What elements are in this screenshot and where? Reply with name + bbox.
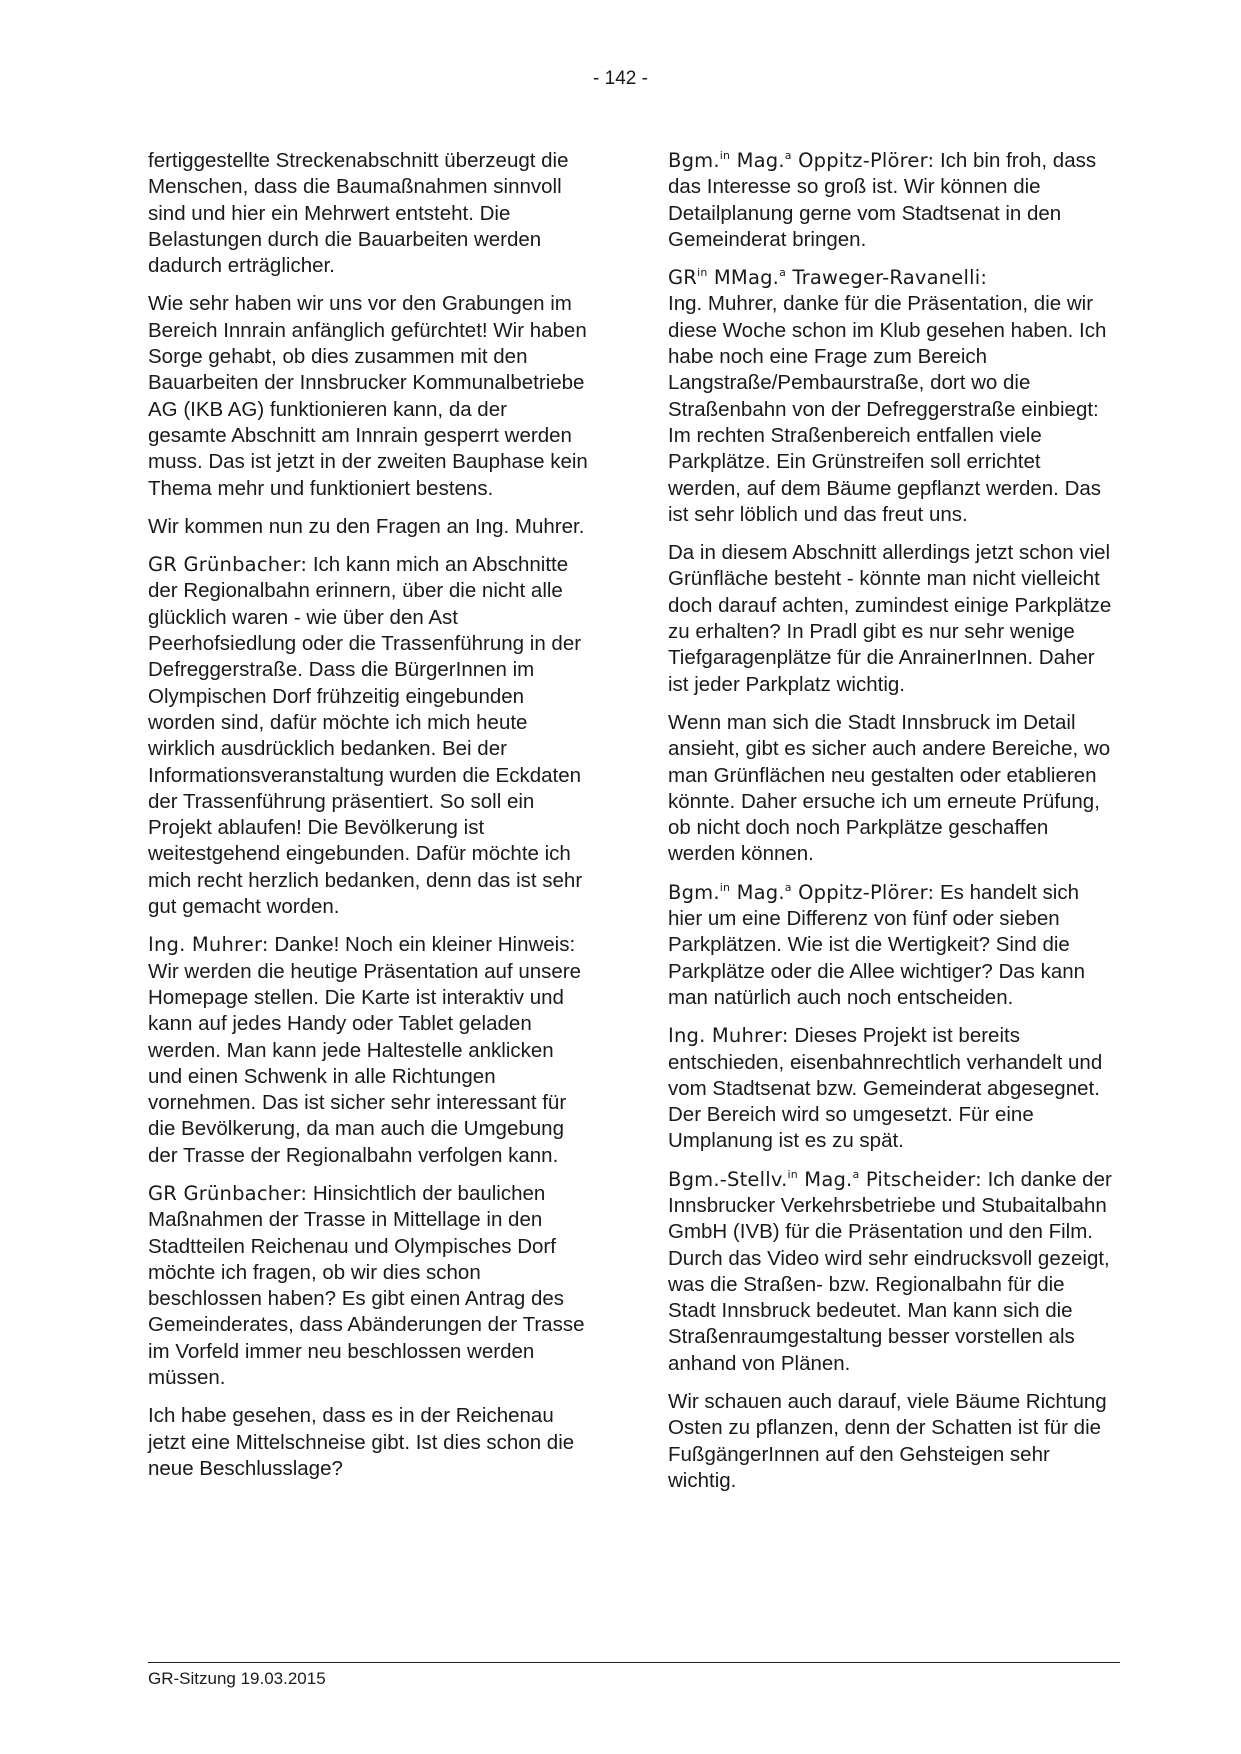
footer-divider bbox=[148, 1662, 1120, 1663]
paragraph bbox=[668, 880, 1118, 1011]
paragraph bbox=[668, 540, 1118, 698]
paragraph bbox=[668, 265, 1118, 528]
paragraph bbox=[148, 291, 588, 501]
paragraph bbox=[668, 710, 1118, 868]
page-number: - 142 - bbox=[593, 68, 648, 89]
paragraph bbox=[148, 514, 588, 540]
right-column bbox=[668, 148, 1118, 1506]
paragraph bbox=[148, 552, 588, 920]
paragraph-text: Dieses Projekt ist bereits entschieden, eisenbahnrechtlich verhandelt und vom Stadtsenat bzw. Gemeinderat abgesegnet. Der Bereich wird so umgesetzt. Für eine Umplanung ist es zu spät. bbox=[668, 1024, 1103, 1153]
paragraph-text: Da in diesem Abschnitt allerdings jetzt schon viel Grünfläche besteht - könnte man nicht vielleicht doch darauf achten, zumindest einige Parkplätze zu erhalten? In Pradl gibt es nur sehr wenige Tiefgaragenplätze für die AnrainerInnen. Daher ist jeder Parkplatz wichtig. bbox=[668, 541, 1112, 696]
speaker-name: Ing. Muhrer: bbox=[148, 933, 269, 957]
footer-session-label: GR-Sitzung 19.03.2015 bbox=[148, 1669, 326, 1688]
paragraph-text: Wie sehr haben wir uns vor den Grabungen im Bereich Innrain anfänglich gefürchtet! Wir haben Sorge gehabt, ob dies zusammen mit den Bauarbeiten der Innsbrucker Kommunalbetriebe AG (IKB AG) funktionieren kann, da der gesamte Abschnitt am Innrain gesperrt werden muss. Das ist jetzt in der zweiten Bauphase kein Thema mehr und funktioniert bestens. bbox=[148, 292, 588, 500]
paragraph bbox=[668, 148, 1118, 253]
paragraph-text: Ing. Muhrer, danke für die Präsentation, die wir diese Woche schon im Klub gesehen haben. Ich habe noch eine Frage zum Bereich Langstraße/Pembaurstraße, dort wo die Straßenbahn von der Defreggerstraße einbiegt: Im rechten Straßenbereich entfallen viele Parkplätze. Ein Grünstreifen soll errichtet werden, auf dem Bäume gepflanzt werden. Das ist sehr löblich und das freut uns. bbox=[668, 292, 1107, 526]
speaker-name: Ing. Muhrer: bbox=[668, 1024, 789, 1048]
paragraph-text: Wir kommen nun zu den Fragen an Ing. Muhrer. bbox=[148, 514, 585, 538]
paragraph bbox=[148, 932, 588, 1169]
speaker-name: $GR^{in}$ MMag.$^a$ Traweger-Ravanelli: bbox=[668, 266, 988, 290]
paragraph-text: Danke! Noch ein kleiner Hinweis: Wir werden die heutige Präsentation auf unsere Homepage stellen. Die Karte ist interaktiv und kann auf jedes Handy oder Tablet geladen werden. Man kann jede Haltestelle anklicken und einen Schwenk in alle Richtungen vornehmen. Das ist sicher sehr interessant für die Bevölkerung, da man auch die Umgebung der Trasse der Regionalbahn verfolgen kann. bbox=[148, 933, 582, 1167]
paragraph bbox=[148, 148, 588, 279]
paragraph-text: fertiggestellte Streckenabschnitt überzeugt die Menschen, dass die Baumaßnahmen sinnvoll sind und hier ein Mehrwert entsteht. Die Belastungen durch die Bauarbeiten werden dadurch erträglicher. bbox=[148, 149, 569, 278]
paragraph bbox=[148, 1181, 588, 1391]
speaker-name: GR Grünbacher: bbox=[148, 1181, 308, 1205]
paragraph bbox=[668, 1389, 1118, 1494]
paragraph-text: Es handelt sich hier um eine Differenz von fünf oder sieben Parkplätzen. Wie ist die Wertigkeit? Sind die Parkplätze oder die Allee wichtiger? Das kann man natürlich auch noch entscheiden. bbox=[668, 880, 1086, 1009]
paragraph-text: Ich habe gesehen, dass es in der Reichenau jetzt eine Mittelschneise gibt. Ist dies schon die neue Beschlusslage? bbox=[148, 1404, 575, 1480]
speaker-name: Bgm.$^{in}$ Mag.$^a$ Oppitz-Plörer: bbox=[668, 880, 935, 904]
speaker-name: Bgm.$^{in}$ Mag.$^a$ Oppitz-Plörer: bbox=[668, 149, 935, 172]
paragraph bbox=[668, 1023, 1118, 1154]
paragraph bbox=[668, 1167, 1118, 1377]
speaker-name: Bgm.-Stellv.$^{in}$ Mag.$^a$ Pitscheider: bbox=[668, 1167, 982, 1191]
speaker-name: GR Grünbacher: bbox=[148, 553, 308, 577]
paragraph-text: Wenn man sich die Stadt Innsbruck im Detail ansieht, gibt es sicher auch andere Bereiche, wo man Grünflächen neu gestalten oder etablieren könnte. Daher ersuche ich um erneute Prüfung, ob nicht doch noch Parkplätze geschaffen werden können. bbox=[668, 710, 1111, 866]
paragraph bbox=[148, 1403, 588, 1482]
paragraph-text: Ich kann mich an Abschnitte der Regionalbahn erinnern, über die nicht alle glücklich waren - wie über den Ast Peerhofsiedlung oder die Trassenführung in der Defreggerstraße. Dass die BürgerInnen im Olympischen Dorf frühzeitig eingebunden worden sind, dafür möchte ich mich heute wirklich ausdrücklich bedanken. Bei der Informationsveranstaltung wurden die Eckdaten der Trassenführung präsentiert. So soll ein Projekt ablaufen! Die Bevölkerung ist weitestgehend eingebunden. Dafür möchte ich mich recht herzlich bedanken, denn das ist sehr gut gemacht worden. bbox=[148, 553, 583, 919]
paragraph-text: Ich danke der Innsbrucker Verkehrsbetriebe und Stubaitalbahn GmbH (IVB) für die Präsentation und den Film. Durch das Video wird sehr eindrucksvoll gezeigt, was die Straßen- bzw. Regionalbahn für die Stadt Innsbruck bedeutet. Man kann sich die Straßenraumgestaltung besser vorstellen als anhand von Plänen. bbox=[668, 1167, 1112, 1375]
paragraph-text: Ich bin froh, dass das Interesse so groß ist. Wir können die Detailplanung gerne vom Stadtsenat in den Gemeinderat bringen. bbox=[668, 149, 1097, 251]
paragraph-text: Wir schauen auch darauf, viele Bäume Richtung Osten zu pflanzen, denn der Schatten ist für die FußgängerInnen auf den Gehsteigen sehr wichtig. bbox=[668, 1390, 1107, 1492]
left-column bbox=[148, 148, 588, 1494]
paragraph-text: Hinsichtlich der baulichen Maßnahmen der Trasse in Mittellage in den Stadtteilen Reichenau und Olympisches Dorf möchte ich fragen, ob wir dies schon beschlossen haben? Es gibt einen Antrag des Gemeinderates, dass Abänderungen der Trasse im Vorfeld immer neu beschlossen werden müssen. bbox=[148, 1181, 585, 1390]
